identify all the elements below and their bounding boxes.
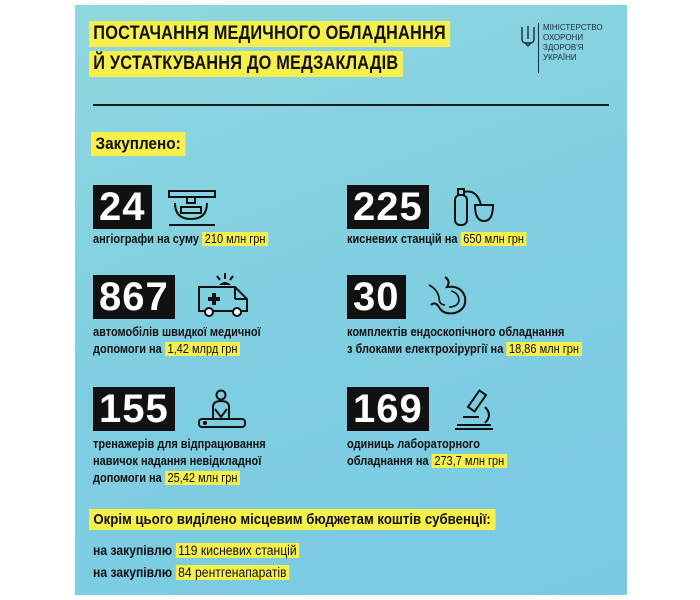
stat-text-line-1: комплектів ендоскопічного обладнання <box>347 325 565 339</box>
stat-oxygen-stations <box>347 185 551 248</box>
stat-text-line-2: з блоками електрохірургії на <box>347 342 504 356</box>
stat-amount: 25,42 млн грн <box>165 471 240 485</box>
stat-text-line-2: допомоги на <box>93 342 162 356</box>
cpr-trainer-icon <box>197 389 247 431</box>
stat-text: кисневих станцій на <box>347 232 458 246</box>
trident-icon <box>521 25 535 47</box>
subvention-value: 84 рентгенапаратів <box>175 565 289 580</box>
title-line-1: ПОСТАЧАННЯ МЕДИЧНОГО ОБЛАДНАННЯ <box>89 21 450 47</box>
stat-text: ангіографи на суму <box>93 232 199 246</box>
stat-amount: 273,7 млн грн <box>432 454 507 468</box>
stat-number: 24 <box>93 185 152 229</box>
page-title <box>89 21 509 81</box>
stat-number: 225 <box>347 185 429 229</box>
stat-text-line-1: тренажерів для відпрацювання <box>93 437 266 451</box>
title-line-2: Й УСТАТКУВАННЯ ДО МЕДЗАКЛАДІВ <box>89 51 403 77</box>
subvention-prefix: на закупівлю <box>93 543 173 558</box>
stat-angiographs <box>93 185 292 248</box>
oxygen-station-icon <box>451 187 495 227</box>
logo-separator <box>538 23 539 73</box>
logo-text: МІНІСТЕРСТВО ОХОРОНИ ЗДОРОВ'Я УКРАЇНИ <box>543 23 603 62</box>
ambulance-icon <box>195 271 253 317</box>
stat-amount: 650 млн грн <box>461 232 527 246</box>
stat-number: 867 <box>93 275 175 319</box>
subvention-prefix: на закупівлю <box>93 565 173 580</box>
stat-text-line-2: обладнання на <box>347 454 429 468</box>
stat-text-line-1: одиниць лабораторного <box>347 437 480 451</box>
stat-ambulances <box>93 275 284 358</box>
subvention-heading: Окрім цього виділено місцевим бюджетам коштів субвенції: <box>89 509 495 530</box>
header-divider <box>93 104 609 106</box>
stat-number: 169 <box>347 387 429 431</box>
stat-number: 155 <box>93 387 175 431</box>
stat-text-line-1: автомобілів швидкої медичної <box>93 325 261 339</box>
stat-text-line-2: навичок надання невідкладної <box>93 454 262 468</box>
stat-number: 30 <box>347 275 406 319</box>
stat-amount: 18,86 млн грн <box>506 342 581 356</box>
subvention-line-2 <box>93 565 289 580</box>
purchased-heading: Закуплено: <box>91 132 185 156</box>
stat-text-line-3: допомоги на <box>93 471 162 485</box>
stat-cpr-trainers <box>93 387 289 487</box>
angiograph-icon <box>167 189 217 227</box>
subvention-value: 119 кисневих станцій <box>175 543 299 558</box>
infographic-card <box>75 5 627 595</box>
stat-lab-equipment <box>347 387 529 470</box>
endoscope-icon <box>425 275 471 317</box>
stat-amount: 210 млн грн <box>202 232 268 246</box>
stat-endoscopy <box>347 275 614 358</box>
microscope-icon <box>451 389 497 431</box>
stat-amount: 1,42 млрд грн <box>165 342 240 356</box>
subvention-line-1 <box>93 543 299 558</box>
